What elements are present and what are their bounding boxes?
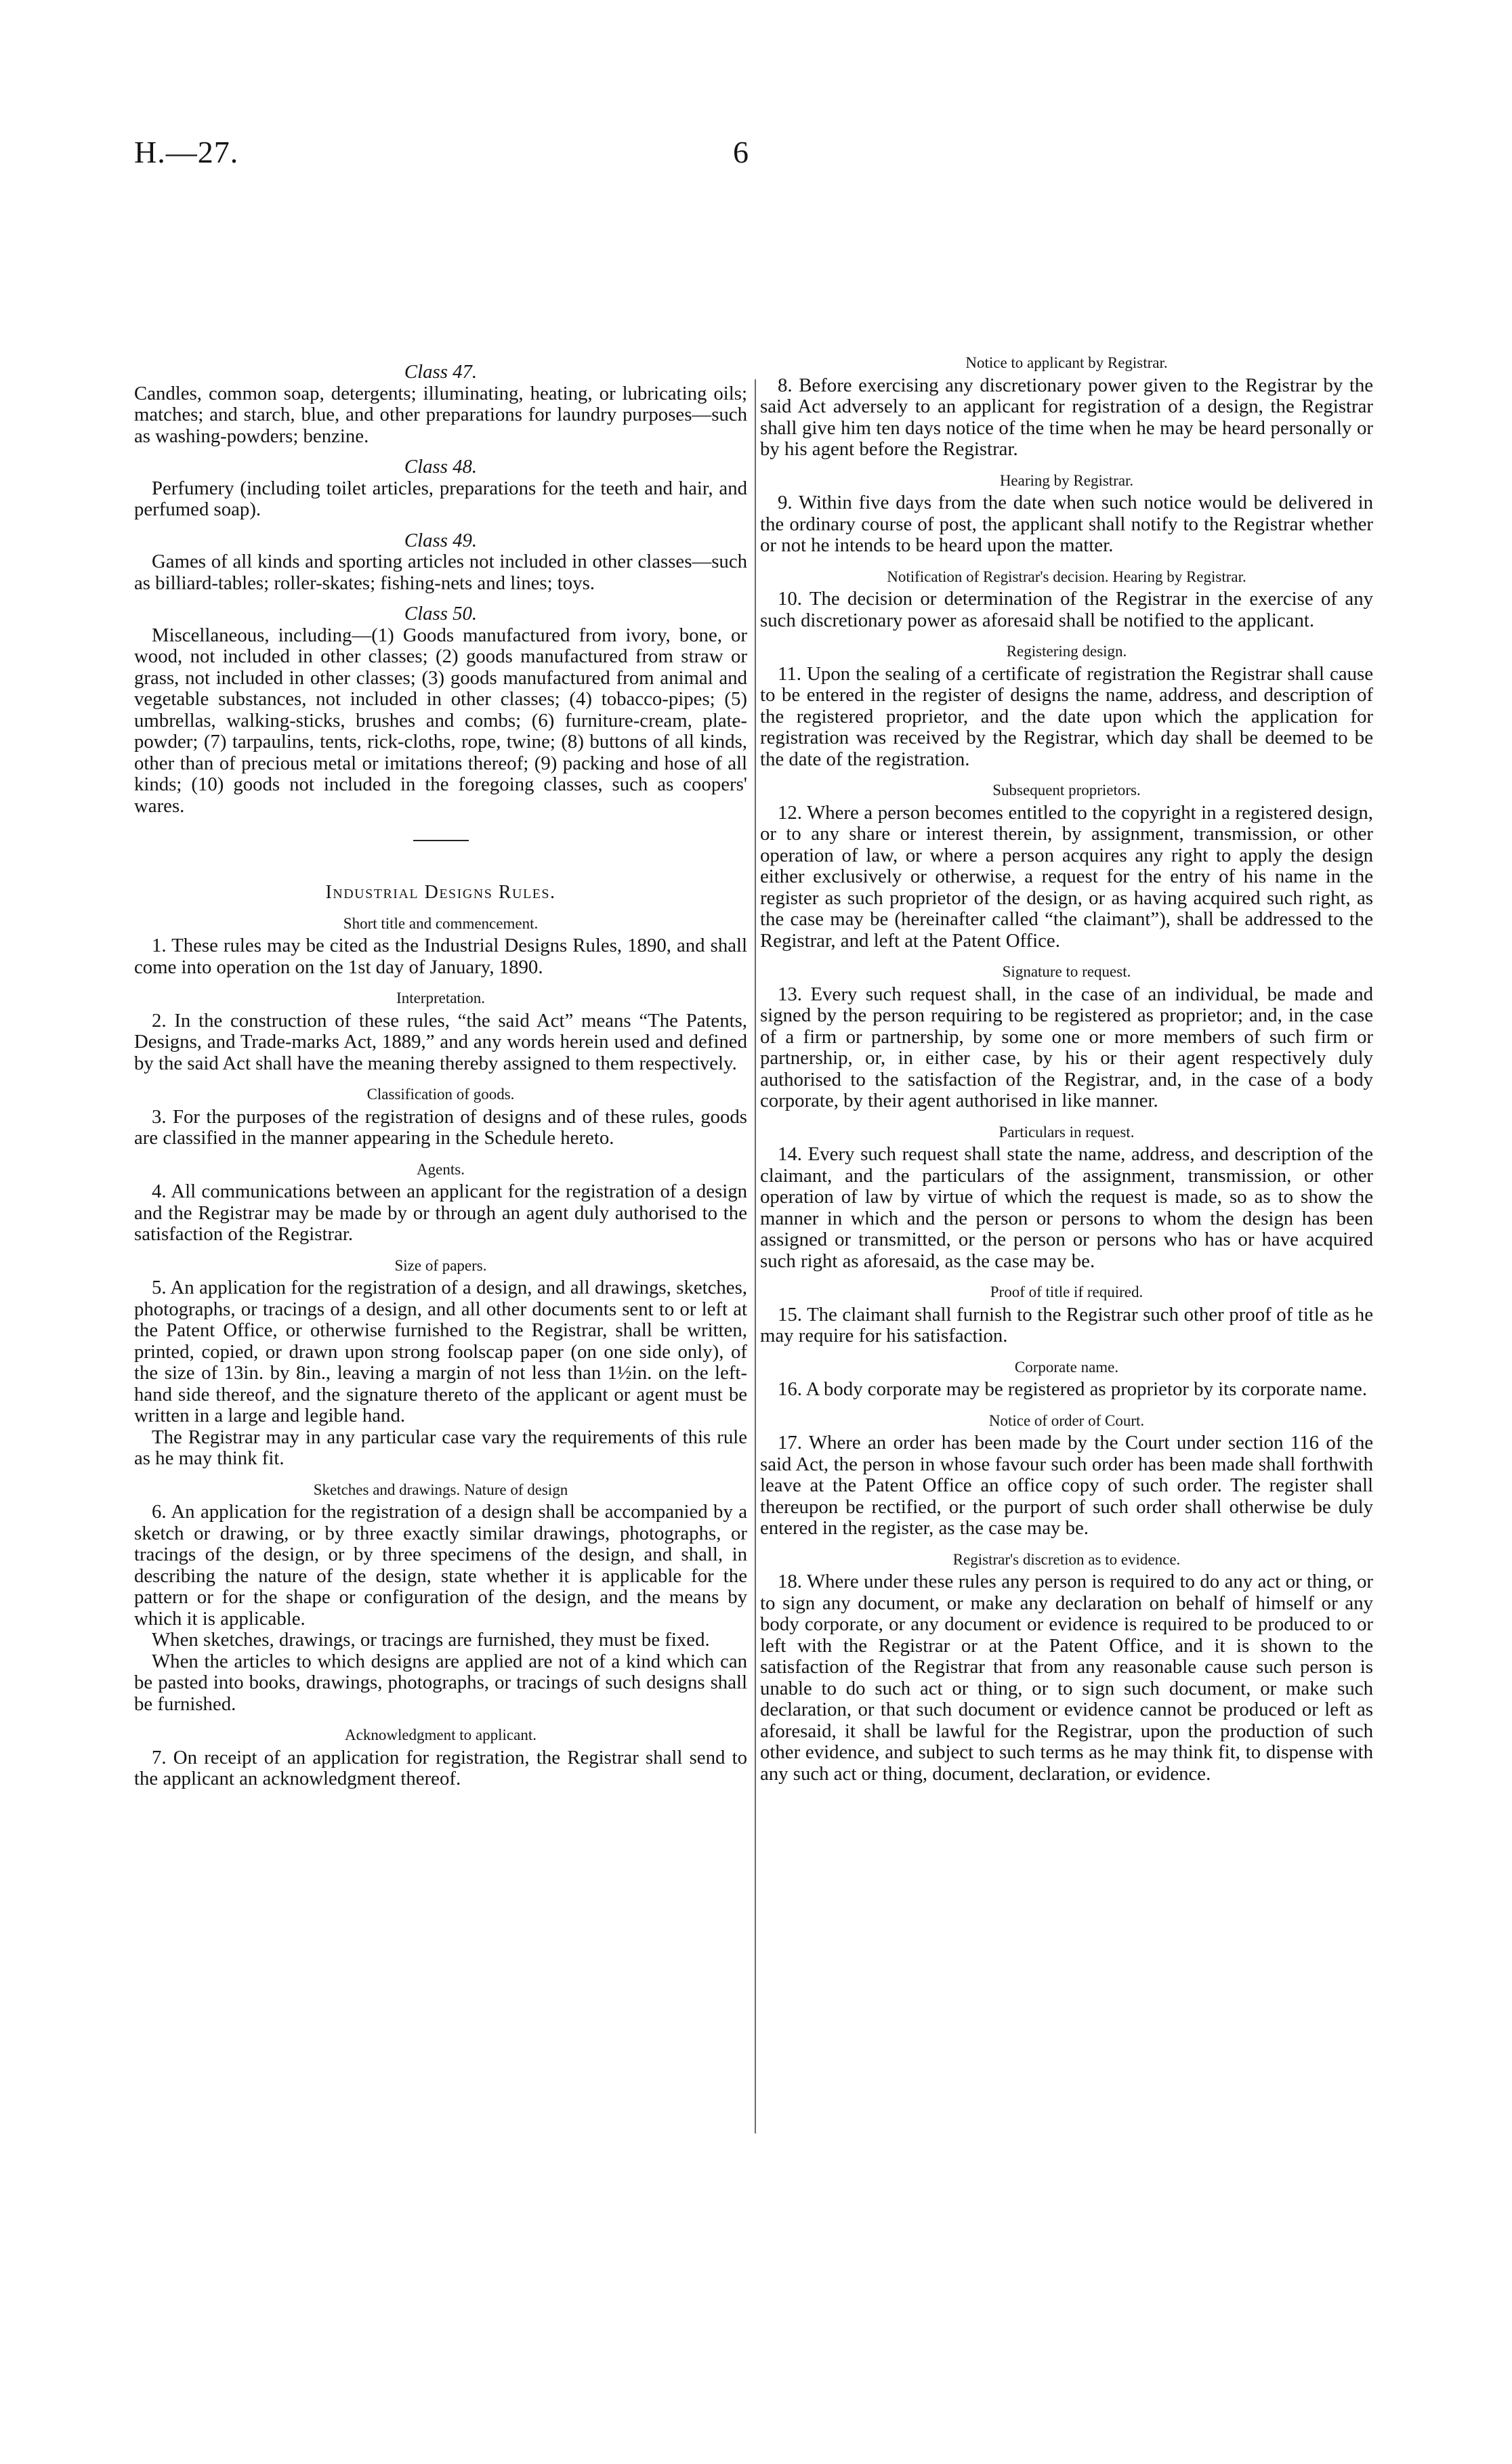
rule-paragraph: 9. Within five days from the date when such notice would be delivered in the ordinary course of post, the applicant shall notify to the Registrar whether or not he intends to be heard upon the matter. <box>760 492 1373 556</box>
section-heading: Registrar's discretion as to evidence. <box>952 1550 1181 1568</box>
class-heading: Class 47. <box>404 361 478 383</box>
section-divider <box>413 840 469 841</box>
rule-paragraph: 5. An application for the registration of a design, and all drawings, sketches, photographs, or tracings of a design, and all other documents sent to or left at the Patent Office, or otherwise furnished to the Registrar, shall be written, printed, copied, or drawn upon strong foolscap paper (on one side only), of the size of 13in. by 8in., leaving a margin of not less than 1½in. on the left-hand side thereof, and the signature thereto of the applicant or agent must be written in a large and legible hand. <box>134 1277 747 1426</box>
section-heading: Hearing by Registrar. <box>999 471 1134 489</box>
rule-paragraph: 6. An application for the registration of a design shall be accompanied by a sketch or drawing, or by three exactly similar drawings, photographs, or tracings of the design, or by three specimens of the design, and shall, in describing the nature of the design, state whether it is applicable for the pattern or for the shape or configuration of the design, and the means by which it is applicable. <box>134 1501 747 1630</box>
section-heading: Particulars in request. <box>999 1123 1135 1141</box>
left-column <box>134 352 747 1790</box>
rule-paragraph: 14. Every such request shall state the name, address, and description of the claimant, and the particulars of the assignment, transmission, or other operation of law by virtue of which the request is made, so as to show the manner in which and the person or persons to whom the design has been assigned or transmitted, or the person or persons who has or have acquired such right as aforesaid, as the case may be. <box>760 1143 1373 1272</box>
section-heading: Notification of Registrar's decision. Hearing by Registrar. <box>887 568 1246 585</box>
section-heading: Sketches and drawings. Nature of design <box>313 1481 568 1498</box>
rule-paragraph: When sketches, drawings, or tracings are furnished, they must be fixed. <box>152 1629 710 1651</box>
section-heading: Notice of order of Court. <box>988 1411 1145 1429</box>
rule-paragraph: 11. Upon the sealing of a certificate of registration the Registrar shall cause to be entered in the register of designs the name, address, and description of the registered proprietor, and the date upon which the application for registration was received by the Registrar, which day shall be deemed to be the date of the registration. <box>760 662 1373 770</box>
rule-paragraph: 2. In the construction of these rules, “the said Act” means “The Patents, Designs, and Trade-marks Act, 1889,” and any words herein used and defined by the said Act shall have the meaning thereby assigned to them respectively. <box>134 1009 747 1074</box>
section-heading: Interpretation. <box>396 990 485 1006</box>
rule-paragraph: 17. Where an order has been made by the Court under section 116 of the said Act, the person in whose favour such order has been made shall forthwith leave at the Patent Office an office copy of such order. The register shall thereupon be rectified, or the purport of such order shall otherwise be duly entered in the register, as the case may be. <box>760 1432 1373 1539</box>
class-heading: Class 50. <box>404 603 478 624</box>
section-heading: Notice to applicant by Registrar. <box>965 354 1168 371</box>
rule-paragraph: When the articles to which designs are applied are not of a kind which can be pasted into books, drawings, photographs, or tracings of such designs shall be furnished. <box>134 1650 747 1715</box>
rule-paragraph: 12. Where a person becomes entitled to the copyright in a registered design, or to any share or interest therein, by assignment, transmission, or other operation of law, or where a person acquires any right to apply the design either exclusively or otherwise, a request for the entry of his name in the register as such proprietor of the design, or as having acquired such right, as the case may be (hereinafter called “the claimant”), shall be addressed to the Registrar, and left at the Patent Office. <box>760 801 1373 952</box>
section-heading: Acknowledgment to applicant. <box>345 1726 537 1743</box>
rules-title: Industrial Designs Rules. <box>325 882 556 903</box>
class-description: Miscellaneous, including—(1) Goods manufactured from ivory, bone, or wood, not included in other classes; (2) goods manufactured from straw or grass, not included in other classes; (3) goods manufactured from animal and vegetable substances, not included in other classes; (4) tobacco-pipes; (5) umbrellas, walking-sticks, brushes and combs; (6) furniture-cream, plate-powder; (7) tarpaulins, tents, rick-cloths, rope, twine; (8) buttons of all kinds, other than of precious metal or imitations thereof; (9) packing and hose of all kinds; (10) goods not included in the foregoing classes, such as coopers' wares. <box>134 624 747 817</box>
class-description: Games of all kinds and sporting articles not included in other classes—such as billiard-tables; roller-skates; fishing-nets and lines; toys. <box>134 551 747 594</box>
page-number: 6 <box>733 135 749 169</box>
class-description: Perfumery (including toilet articles, preparations for the teeth and hair, and perfumed soap). <box>134 477 747 520</box>
class-heading: Class 48. <box>404 456 478 477</box>
section-heading: Signature to request. <box>1002 963 1131 980</box>
rule-paragraph: 13. Every such request shall, in the case of an individual, be made and signed by the person requiring to be registered as proprietor; and, in the case of a firm or partnership, by some one or more members of such firm or partnership, or, in either case, by his or their agent respectively duly authorised to the satisfaction of the Registrar, and, in the case of a body corporate, by their agent authorised in like manner. <box>760 983 1373 1111</box>
class-heading: Class 49. <box>404 529 478 551</box>
rule-paragraph: 18. Where under these rules any person is required to do any act or thing, or to sign any document, or make any declaration on behalf of himself or any body corporate, or any document or evidence is required to be produced to or left with the Registrar or at the Patent Office, and it is shown to the satisfaction of the Registrar that from any reasonable cause such person is unable to do such act or thing, or to sign such document, or make such declaration, or that such document or evidence cannot be produced or left as aforesaid, it shall be lawful for the Registrar, upon the production of such other evidence, and subject to such terms as he may think fit, to dispense with any such act or thing, document, declaration, or evidence. <box>760 1571 1373 1785</box>
right-column <box>760 352 1373 1785</box>
rule-paragraph: 1. These rules may be cited as the Industrial Designs Rules, 1890, and shall come into operation on the 1st day of January, 1890. <box>134 935 747 978</box>
section-heading: Proof of title if required. <box>990 1283 1143 1300</box>
section-heading: Registering design. <box>1006 643 1127 660</box>
section-heading: Subsequent proprietors. <box>992 782 1141 799</box>
rule-paragraph: 10. The decision or determination of the Registrar in the exercise of any such discretionary power as aforesaid shall be notified to the applicant. <box>760 588 1373 631</box>
section-heading: Agents. <box>417 1160 465 1178</box>
column-divider <box>755 379 756 2133</box>
rule-paragraph: 4. All communications between an applicant for the registration of a design and the Registrar may be made by or through an agent duly authorised to the satisfaction of the Registrar. <box>134 1181 747 1245</box>
section-heading: Classification of goods. <box>366 1086 515 1103</box>
section-heading: Short title and commencement. <box>343 914 539 932</box>
rule-paragraph: 15. The claimant shall furnish to the Registrar such other proof of title as he may require for his satisfaction. <box>760 1303 1373 1346</box>
rule-paragraph: 16. A body corporate may be registered as proprietor by its corporate name. <box>778 1378 1368 1400</box>
class-description: Candles, common soap, detergents; illuminating, heating, or lubricating oils; matches; and starch, blue, and other preparations for laundry purposes—such as washing-powders; benzine. <box>134 382 747 447</box>
page-reference: H.—27. <box>134 135 239 169</box>
rule-paragraph: 7. On receipt of an application for registration, the Registrar shall send to the applicant an acknowledgment thereof. <box>134 1746 747 1789</box>
section-heading: Size of papers. <box>394 1256 487 1274</box>
rule-paragraph: The Registrar may in any particular case vary the requirements of this rule as he may think fit. <box>134 1426 747 1469</box>
rule-paragraph: 8. Before exercising any discretionary power given to the Registrar by the said Act adversely to an applicant for registration of a design, the Registrar shall give him ten days notice of the time when he may be heard personally or by his agent before the Registrar. <box>760 374 1373 460</box>
rule-paragraph: 3. For the purposes of the registration of designs and of these rules, goods are classified in the manner appearing in the Schedule hereto. <box>134 1105 747 1149</box>
section-heading: Corporate name. <box>1014 1358 1119 1376</box>
